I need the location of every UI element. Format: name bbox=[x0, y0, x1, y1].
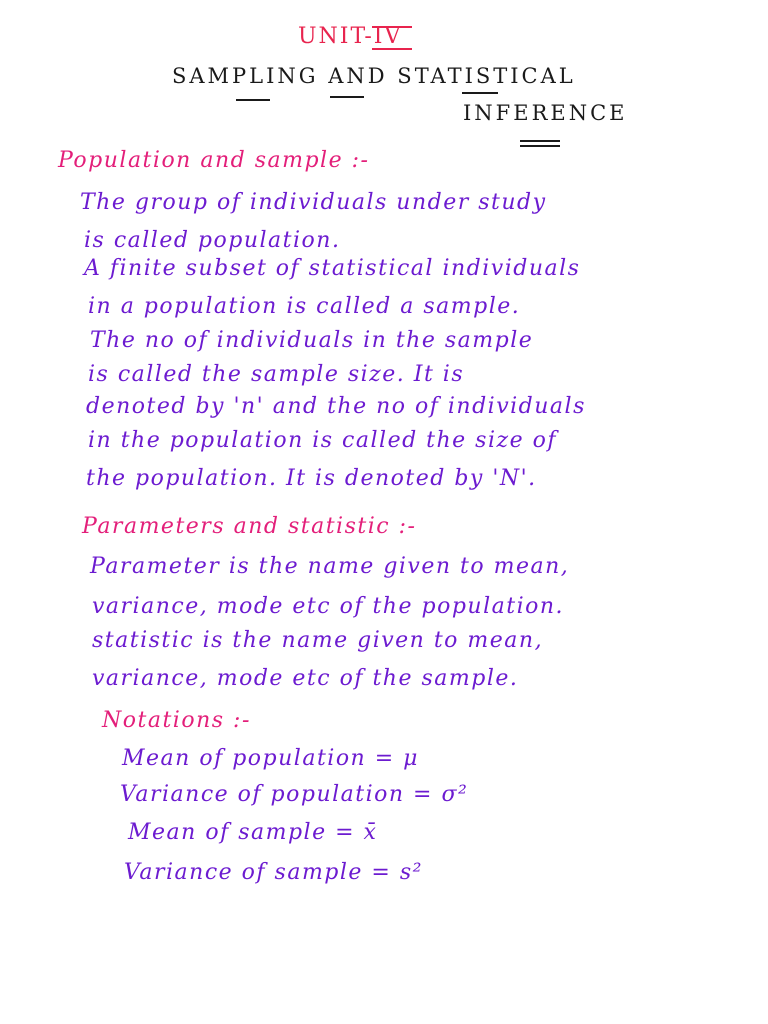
text-line: A finite subset of statistical individuals bbox=[84, 256, 581, 281]
title-underline-sampling bbox=[236, 99, 270, 101]
text-line: variance, mode etc of the population. bbox=[92, 594, 565, 619]
text-line: statistic is the name given to mean, bbox=[92, 628, 544, 653]
section-heading-population: Population and sample :- bbox=[58, 148, 370, 173]
text-line: The no of individuals in the sample bbox=[90, 328, 534, 353]
section-heading-parameters: Parameters and statistic :- bbox=[82, 514, 417, 539]
notation-variance-population: Variance of population = σ² bbox=[120, 782, 469, 807]
notation-mean-population: Mean of population = μ bbox=[122, 746, 419, 771]
text-line: is called the sample size. It is bbox=[88, 362, 465, 387]
title-underline-inference-1 bbox=[520, 140, 560, 142]
title-underline-and bbox=[330, 96, 364, 98]
title-underline-inference-2 bbox=[520, 145, 560, 147]
notation-mean-sample: Mean of sample = x̄ bbox=[128, 820, 378, 845]
page-title-line-1: SAMPLING AND STATISTICAL bbox=[172, 64, 576, 88]
title-underline-stat bbox=[462, 92, 498, 94]
text-line: in the population is called the size of bbox=[88, 428, 558, 453]
notation-variance-sample: Variance of sample = s² bbox=[124, 860, 423, 885]
section-heading-notations: Notations :- bbox=[102, 708, 251, 733]
unit-overline bbox=[372, 26, 412, 28]
text-line: Parameter is the name given to mean, bbox=[90, 554, 570, 579]
text-line: the population. It is denoted by 'N'. bbox=[86, 466, 537, 491]
text-line: is called population. bbox=[84, 228, 341, 253]
text-line: denoted by 'n' and the no of individuals bbox=[86, 394, 586, 419]
text-line: variance, mode etc of the sample. bbox=[92, 666, 519, 691]
text-line: The group of individuals under study bbox=[80, 190, 547, 215]
unit-label: UNIT-IV bbox=[298, 24, 403, 49]
unit-underline bbox=[372, 48, 412, 50]
page-title-line-2: INFERENCE bbox=[463, 101, 628, 125]
text-line: in a population is called a sample. bbox=[88, 294, 521, 319]
